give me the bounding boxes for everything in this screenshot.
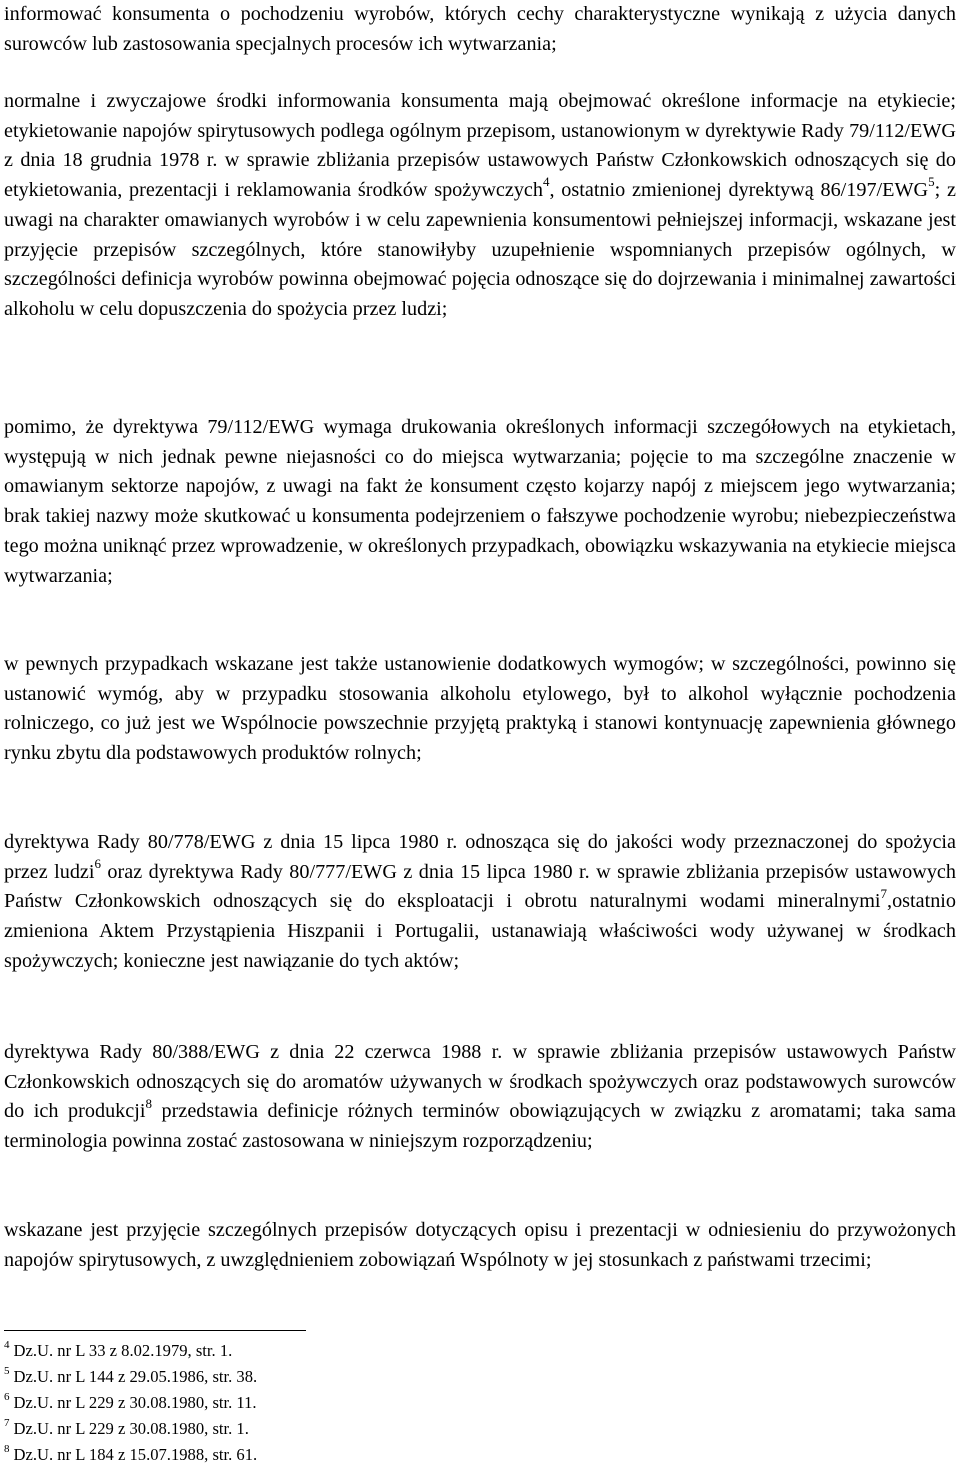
footnote-4 [4, 1338, 604, 1364]
footnote-ref-8[interactable]: 8 [145, 1095, 152, 1111]
paragraph-labelling-rules [4, 87, 956, 325]
footnote-6 [4, 1390, 604, 1416]
paragraph-text: dyrektywa Rady 80/778/EWG z dnia 15 lipca 1980 r. odnosząca się do jakości wody przeznaczonej do spożycia przez ludzi [4, 831, 956, 883]
footnote-text: Dz.U. nr L 229 z 30.08.1980, str. 1. [13, 1419, 249, 1438]
paragraph-imported-spirits [4, 1216, 956, 1275]
footnote-number: 4 [4, 1339, 10, 1352]
footnote-number: 8 [4, 1443, 10, 1456]
footnote-ref-4[interactable]: 4 [542, 174, 550, 190]
paragraph-place-of-production [4, 413, 956, 591]
footnote-text: Dz.U. nr L 33 z 8.02.1979, str. 1. [13, 1341, 233, 1360]
footnote-list [4, 1338, 604, 1468]
footnote-number: 6 [4, 1391, 10, 1404]
paragraph-text: , ostatnio zmienionej dyrektywą 86/197/EWG [549, 179, 929, 202]
paragraph-text: przedstawia definicje różnych terminów obowiązujących w związku z aromatami; taka sama terminologia powinna zostać zastosowana w niniejszym rozporządzeniu; [4, 1100, 956, 1153]
footnote-ref-6[interactable]: 6 [94, 855, 101, 871]
paragraph-text: pomimo, że dyrektywa 79/112/EWG wymaga drukowania określonych informacji szczegółowych na etykietach, występują w nich jednak pewne niejasności co do miejsca wytwarzania; pojęcie to ma szczególne znaczenie w omawianym sektorze napojów, z uwagi na fakt że konsument często kojarzy napój z miejscem jego wytwarzania; brak takiej nazwy może skutkować u konsumenta podejrzeniem o fałszywe pochodzenie wyrobu; niebezpieczeństwa tego można uniknąć przez wprowadzenie, w określonych przypadkach, obowiązku wskazywania na etykiecie miejsca wytwarzania; [4, 416, 956, 587]
paragraph-text: dyrektywa Rady 80/388/EWG z dnia 22 czerwca 1988 r. w sprawie zbliżania przepisów ustawowych Państw Członkowskich odnoszących się do aromatów używanych w środkach spożywczych oraz podstawowych surowców do ich produkcji [4, 1041, 956, 1123]
footnote-5 [4, 1364, 604, 1390]
footnote-number: 5 [4, 1365, 10, 1378]
paragraph-text: ; z uwagi na charakter omawianych wyrobów i w celu zapewnienia konsumentowi pełniejszej informacji, wskazane jest przyjęcie przepisów szczególnych, które stanowiłyby uzupełnienie wspomnianych przepisów ogólnych, w szczególności definicja wyrobów powinna obejmować pojęcia odnoszące się do dojrzewania i minimalnej zawartości alkoholu w celu dopuszczenia do spożycia przez ludzi; [4, 179, 956, 320]
paragraph-text: w pewnych przypadkach wskazane jest także ustanowienie dodatkowych wymogów; w szczególności, powinno się ustanowić wymóg, aby w przypadku stosowania alkoholu etylowego, był to alkohol wyłącznie pochodzenia rolniczego, co już jest we Wspólnocie powszechnie przyjętą praktyką i stanowi kontynuację zapewnienia głównego rynku zbytu dla podstawowych produktów rolnych; [4, 653, 956, 765]
footnote-number: 7 [4, 1417, 10, 1430]
paragraph-aromas-directive [4, 1038, 956, 1157]
paragraph-text: informować konsumenta o pochodzeniu wyrobów, których cechy charakterystyczne wynikają z użycia danych surowców lub zastosowania specjalnych procesów ich wytwarzania; [4, 3, 956, 55]
footnote-text: Dz.U. nr L 144 z 29.05.1986, str. 38. [13, 1367, 258, 1386]
paragraph-water-directives [4, 828, 956, 977]
paragraph-text: normalne i zwyczajowe środki informowania konsumenta mają obejmować określone informacje na etykiecie; etykietowanie napojów spirytusowych podlega ogólnym przepisom, ustanowionym w dyrektywie Rady 79/112/EWG z dnia 18 grudnia 1978 r. w sprawie zbliżania przepisów ustawowych Państw Członkowskich odnoszących się do etykietowania, prezentacji i reklamowania środków spożywczych [4, 90, 956, 202]
paragraph-text: oraz dyrektywa Rady 80/777/EWG z dnia 15 lipca 1980 r. w sprawie zbliżania przepisów ustawowych Państw Członkowskich odnoszących się do eksploatacji i obrotu naturalnymi wodami mineralnymi [4, 860, 956, 913]
paragraph-consumer-origin [4, 0, 956, 59]
footnote-ref-5[interactable]: 5 [928, 174, 935, 190]
paragraph-text: ,ostatnio zmieniona Aktem Przystąpienia Hiszpanii i Portugalii, ustanawiają właściwości wody używanej w środkach spożywczych; konieczne jest nawiązanie do tych aktów; [4, 890, 956, 972]
footnote-text: Dz.U. nr L 229 z 30.08.1980, str. 11. [13, 1393, 257, 1412]
paragraph-text: wskazane jest przyjęcie szczególnych przepisów dotyczących opisu i prezentacji w odniesieniu do przywożonych napojów spirytusowych, z uwzględnieniem zobowiązań Wspólnoty w jej stosunkach z państwami trzecimi; [4, 1219, 956, 1271]
paragraph-additional-requirements [4, 650, 956, 769]
footnote-ref-7[interactable]: 7 [880, 885, 888, 901]
footnote-7 [4, 1416, 604, 1442]
footnote-8 [4, 1442, 604, 1468]
footnote-text: Dz.U. nr L 184 z 15.07.1988, str. 61. [13, 1445, 258, 1464]
footnote-separator [4, 1330, 306, 1331]
